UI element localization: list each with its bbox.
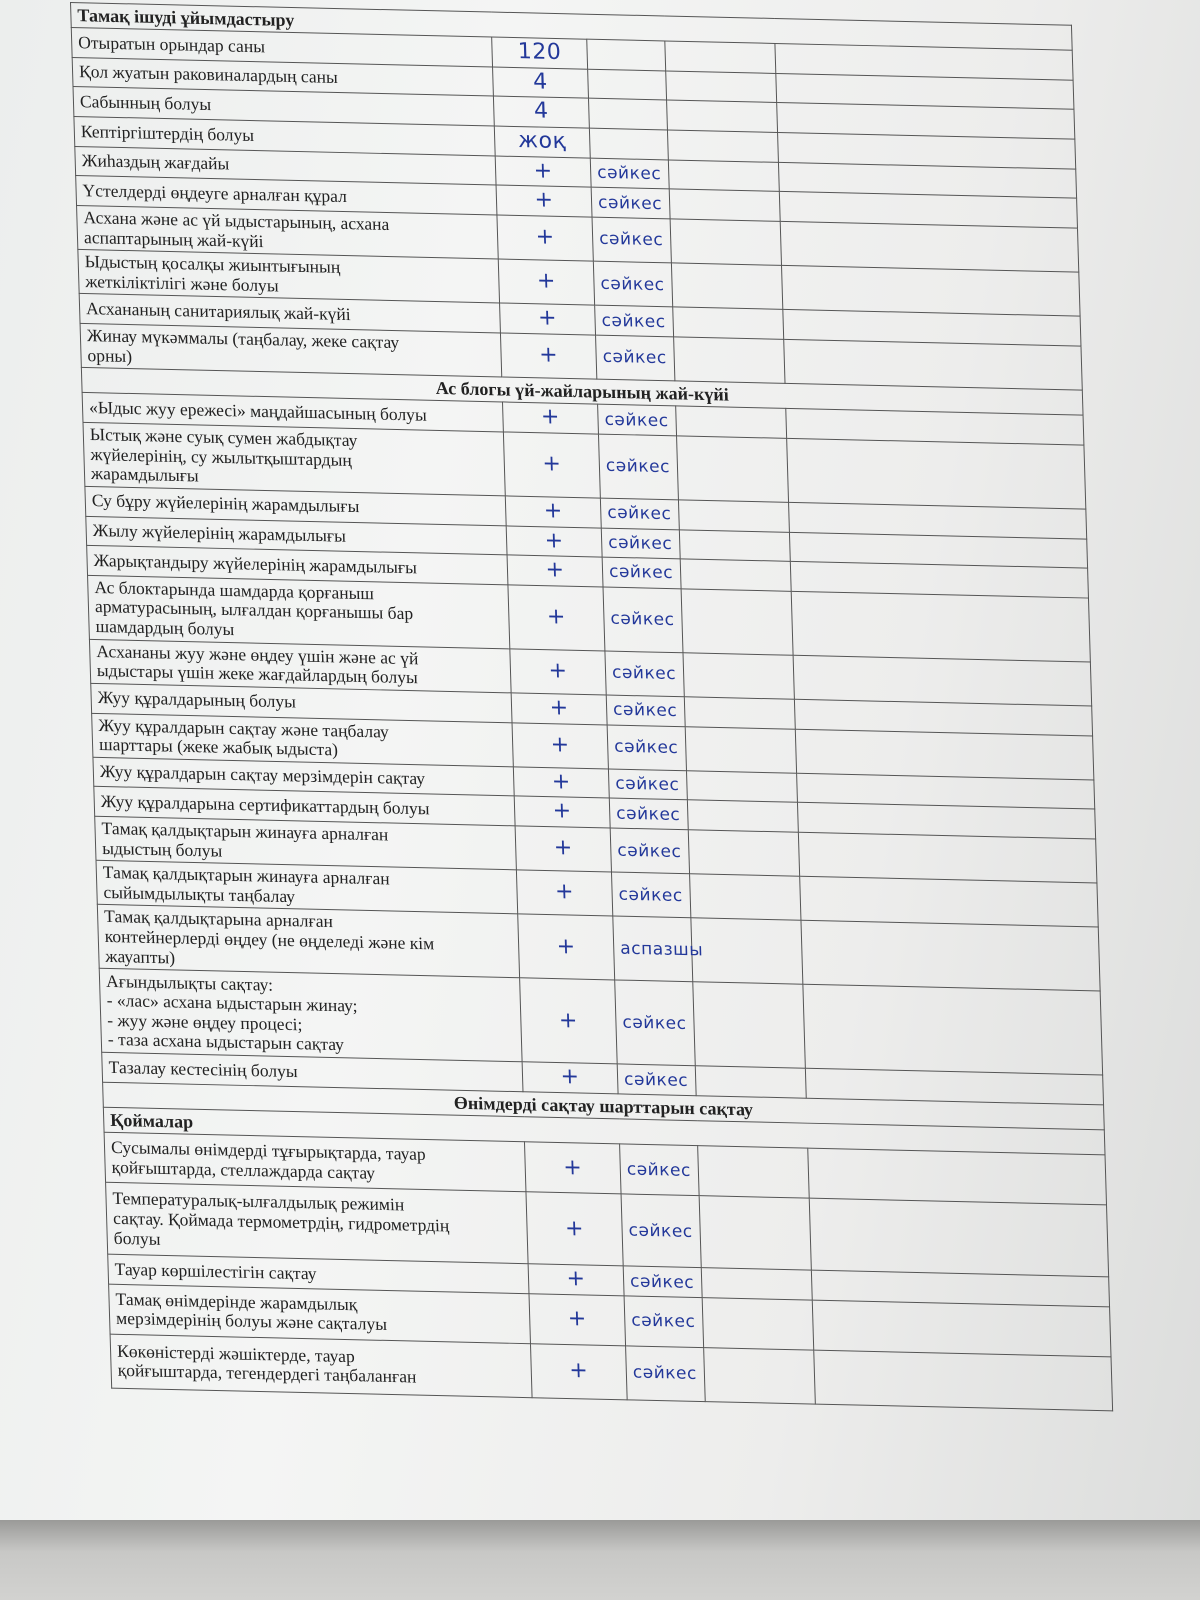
compliance-cell-handwriting: сәйкес [622,1012,687,1034]
mark-cell-handwriting: + [534,187,554,214]
compliance-cell [598,404,677,435]
mark-cell [528,1264,624,1296]
compliance-cell [605,651,684,697]
compliance-cell [610,828,689,874]
compliance-cell-handwriting: сәйкес [608,562,674,584]
compliance-cell-handwriting: сәйкес [628,1220,693,1242]
compliance-cell-handwriting: аспазшы [619,938,704,961]
mark-cell-handwriting: + [564,1215,585,1242]
empty-cell [704,1348,816,1404]
empty-cell [787,438,1086,509]
mark-cell [507,555,603,587]
compliance-cell-handwriting: сәйкес [617,840,682,862]
empty-cell [678,500,789,532]
mark-cell-handwriting: + [540,404,561,430]
compliance-cell-handwriting: сәйкес [629,1271,695,1293]
criterion-cell: Жарықтандыру жүйелерінің жарамдылығы [87,545,508,584]
compliance-cell-handwriting: сәйкес [626,1159,692,1181]
empty-cell [814,1350,1113,1411]
mark-cell-handwriting: + [549,695,569,721]
criterion-cell: Көкөністерді жәшіктерде, тауар қойғыштарда, тегендердегі таңбаланған [110,1334,532,1398]
mark-cell-handwriting: + [560,1064,580,1090]
criterion-cell: Асхана және ас үй ыдыстарының, асхана аспаптарының жай-күйі [77,205,499,259]
compliance-cell-handwriting: сәйкес [610,608,675,631]
table-surface [0,1520,1200,1600]
criterion-cell: Жуу құралдарына сертификаттардың болуы [94,787,515,826]
empty-cell [670,219,781,266]
mark-cell-handwriting: + [567,1306,588,1332]
compliance-cell [595,305,674,336]
compliance-cell-handwriting: сәйкес [632,1362,698,1385]
empty-cell [685,726,796,773]
empty-cell [688,830,799,877]
compliance-cell-handwriting: сәйкес [618,884,683,906]
mark-cell-handwriting: 4 [533,98,550,125]
compliance-cell [601,528,680,559]
empty-cell [784,339,1083,390]
mark-cell-handwriting: + [533,158,553,184]
mark-cell-handwriting: + [548,658,568,684]
criterion-cell: Отыратын орындар саны [71,28,492,67]
mark-cell [530,1344,627,1400]
compliance-cell [621,1194,701,1268]
empty-cell [793,655,1092,706]
mark-cell [516,870,612,916]
compliance-cell-handwriting: сәйкес [600,273,665,295]
mark-cell [503,432,600,498]
empty-cell [677,436,789,502]
empty-cell [686,771,797,803]
mark-cell [494,126,590,158]
empty-cell [667,130,778,162]
criterion-cell: Тамақ қалдықтарын жинауға арналған сыйымдылықты таңбалау [96,860,518,914]
criterion-cell: Ыдыстың қосалқы жиынтығының жеткіліктілігі және болуы [78,250,500,304]
empty-cell [693,982,806,1068]
compliance-cell [596,335,675,381]
compliance-cell [598,434,678,500]
compliance-cell-handwriting: сәйкес [607,532,673,554]
criterion-cell: Тамақ қалдықтарын жинауға арналған ыдыстың болуы [95,816,517,870]
mark-cell [513,767,609,799]
empty-cell [666,71,777,103]
compliance-cell-handwriting: сәйкес [611,663,677,685]
mark-cell [498,259,594,305]
empty-cell [701,1268,812,1300]
compliance-cell [603,587,683,653]
mark-cell-handwriting: + [551,768,572,795]
compliance-cell [587,39,666,70]
compliance-cell-handwriting: сәйкес [597,192,663,214]
inspection-form [70,2,1113,1411]
criterion-cell: Үстелдерді өңдеуге арналған құрал [76,176,497,215]
compliance-cell-handwriting: сәйкес [601,310,666,332]
compliance-cell [607,725,686,771]
empty-cell [680,559,791,591]
empty-cell [803,985,1103,1076]
empty-cell [702,1298,814,1350]
mark-cell [518,914,615,980]
empty-cell [679,529,790,561]
compliance-cell [593,261,672,307]
compliance-cell [626,1346,706,1402]
compliance-cell-handwriting: сәйкес [623,1069,689,1091]
mark-cell [500,333,596,379]
criterion-cell: Асхананың санитариялық жай-күйі [79,294,500,333]
criterion-cell: Қол жуатын раковиналардың саны [72,57,493,96]
mark-cell-handwriting: + [536,268,557,295]
compliance-cell-handwriting: сәйкес [596,162,662,185]
compliance-cell-handwriting: сәйкес [613,736,679,759]
criterion-cell: Жинау мүкәммалы (таңбалау, жеке сақтау орны) [80,323,502,377]
mark-cell-handwriting: + [558,1007,579,1034]
criterion-cell: Ағындылықты сақтау: - «лас» асхана ыдыстарын жинау; - жуу және өңдеу процесі; - таза асхана ыдыстарын сақтау [99,969,522,1063]
mark-cell-handwriting: + [556,933,577,960]
mark-cell-handwriting: + [544,527,564,554]
criterion-cell: Ас блоктарында шамдарда қорғаныш арматурасының, ылғалдан қорғанышы бар шамдардың болуы [88,575,510,649]
mark-cell-handwriting: жоқ [517,128,567,155]
compliance-cell [600,498,679,529]
compliance-cell [613,916,704,982]
mark-cell [522,1062,618,1094]
mark-cell [512,722,608,768]
empty-cell [671,263,782,310]
criterion-cell: Ыстық және суық сумен жабдықтау жүйелерінің, су жылытқыштардың жарамдылығы [83,422,505,496]
mark-cell [496,185,592,217]
mark-cell-handwriting: + [545,557,565,583]
mark-cell-handwriting: + [562,1154,583,1181]
mark-cell [520,978,618,1064]
mark-cell [526,1192,623,1266]
mark-cell [505,496,601,528]
mark-cell-handwriting: + [552,798,573,824]
compliance-cell [609,798,688,829]
empty-cell [801,921,1100,992]
empty-cell [698,1146,810,1198]
compliance-cell-handwriting: сәйкес [605,456,671,478]
mark-cell-handwriting: + [535,224,555,250]
mark-cell-handwriting: + [538,342,559,368]
empty-cell [683,653,794,700]
criterion-cell: Сусымалы өнімдерді тұғырықтарда, тауар қойғыштарда, стеллаждарда сақтау [104,1133,526,1193]
mark-cell [502,402,598,434]
compliance-cell [624,1296,704,1348]
mark-cell-handwriting: + [566,1266,586,1292]
empty-cell [812,1300,1111,1357]
compliance-cell [611,872,690,918]
subsection-title: Қоймалар [103,1107,1105,1155]
mark-cell-handwriting: + [550,732,571,758]
criterion-cell: Температуралық-ылғалдылық режимін сақтау. Қоймада термометрдің, гидрометрдің болуы [106,1183,529,1265]
compliance-cell [620,1144,700,1196]
empty-cell [684,697,795,729]
mark-cell [511,693,607,725]
checklist-table [70,2,1113,1411]
mark-cell-handwriting: + [554,879,575,906]
empty-cell [780,221,1079,272]
criterion-cell: Жылу жүйелерінің жарамдылығы [86,516,507,555]
criterion-cell: «Ыдыс жуу ережесі» маңдайшасының болуы [82,393,503,432]
mark-cell-handwriting: 120 [517,39,562,66]
mark-cell [500,303,596,335]
mark-cell [524,1142,621,1194]
criterion-cell: Сабынның болуы [73,87,494,126]
empty-cell [782,265,1081,316]
mark-cell [495,156,591,188]
empty-cell [673,307,784,339]
mark-cell [492,37,588,69]
mark-cell [510,649,606,695]
empty-cell [691,918,803,984]
mark-cell-handwriting: + [546,604,567,630]
mark-cell [529,1294,626,1346]
empty-cell [674,337,785,384]
criterion-cell: Тамақ өнімдерінде жарамдылық мерзімдерінің болуы және сақталуы [109,1284,531,1344]
compliance-cell [623,1266,702,1297]
compliance-cell [608,769,687,800]
empty-cell [681,589,793,655]
empty-cell [665,41,776,73]
empty-cell [676,406,787,438]
compliance-cell [615,980,696,1066]
compliance-cell [591,187,670,218]
mark-cell-handwriting: 4 [532,69,549,95]
criterion-cell: Жиһаздың жағдайы [75,146,496,185]
compliance-cell-handwriting: сәйкес [631,1310,696,1333]
mark-cell-handwriting: + [568,1358,589,1384]
compliance-cell-handwriting: сәйкес [604,409,669,431]
empty-cell [669,189,780,221]
section-title: Өнімдерді сақтау шарттарын сақтау [103,1082,1105,1130]
empty-cell [798,832,1097,883]
empty-cell [809,1198,1108,1277]
mark-cell-handwriting: + [543,498,564,524]
empty-cell [690,874,801,921]
mark-cell [506,525,602,557]
compliance-cell-handwriting: сәйкес [615,803,681,825]
criterion-cell: Тауар көршілестігін сақтау [108,1255,529,1294]
mark-cell-handwriting: + [537,305,558,332]
mark-cell [508,585,605,651]
empty-cell [667,100,778,132]
criterion-cell: Тазалау кестесінің болуы [102,1053,523,1092]
criterion-cell: Жуу құралдарын сақтау мерзімдерін сақтау [93,757,514,796]
compliance-cell-handwriting: сәйкес [607,502,672,525]
compliance-cell [617,1064,696,1095]
empty-cell [800,876,1099,927]
mark-cell [493,67,589,99]
empty-cell [699,1196,811,1270]
empty-cell [687,800,798,832]
compliance-cell [606,695,685,726]
checklist-body [71,3,1113,1411]
mark-cell-handwriting: + [542,451,562,477]
criterion-cell: Кептіргіштердің болуы [74,117,495,156]
criterion-cell: Тамақ қалдықтарына арналған контейнерлерді өңдеу (не өңделеді және кім жауапты) [97,905,519,979]
compliance-cell-handwriting: сәйкес [615,773,680,796]
mark-cell [493,96,589,128]
empty-cell [791,591,1090,662]
criterion-cell: Жуу құралдарының болуы [91,683,512,722]
compliance-cell [589,99,668,130]
compliance-cell [590,158,669,189]
criterion-cell: Жуу құралдарын сақтау және таңбалау шарттары (жеке жабық ыдыста) [92,713,514,767]
mark-cell [514,796,610,828]
compliance-cell [602,557,681,588]
mark-cell [497,215,593,261]
mark-cell-handwriting: + [553,835,574,861]
form-title: Тамақ ішуді ұйымдастыру [71,3,1073,51]
compliance-cell-handwriting: сәйкес [598,229,664,251]
compliance-cell [588,69,667,100]
mark-cell [515,826,611,872]
criterion-cell: Асхананы жуу және өңдеу үшін және ас үй ыдыстары үшін жеке жағдайлардың болуы [89,639,511,693]
compliance-cell-handwriting: сәйкес [612,699,678,722]
empty-cell [795,729,1094,780]
empty-cell [808,1148,1107,1205]
criterion-cell: Су бұру жүйелерінің жарамдылығы [85,486,506,525]
section-title: Ас блогы үй-жайларының жай-күйі [81,368,1083,416]
empty-cell [695,1066,806,1098]
empty-cell [668,160,779,192]
compliance-cell-handwriting: сәйкес [602,347,667,369]
compliance-cell [592,217,671,263]
compliance-cell [589,128,668,159]
